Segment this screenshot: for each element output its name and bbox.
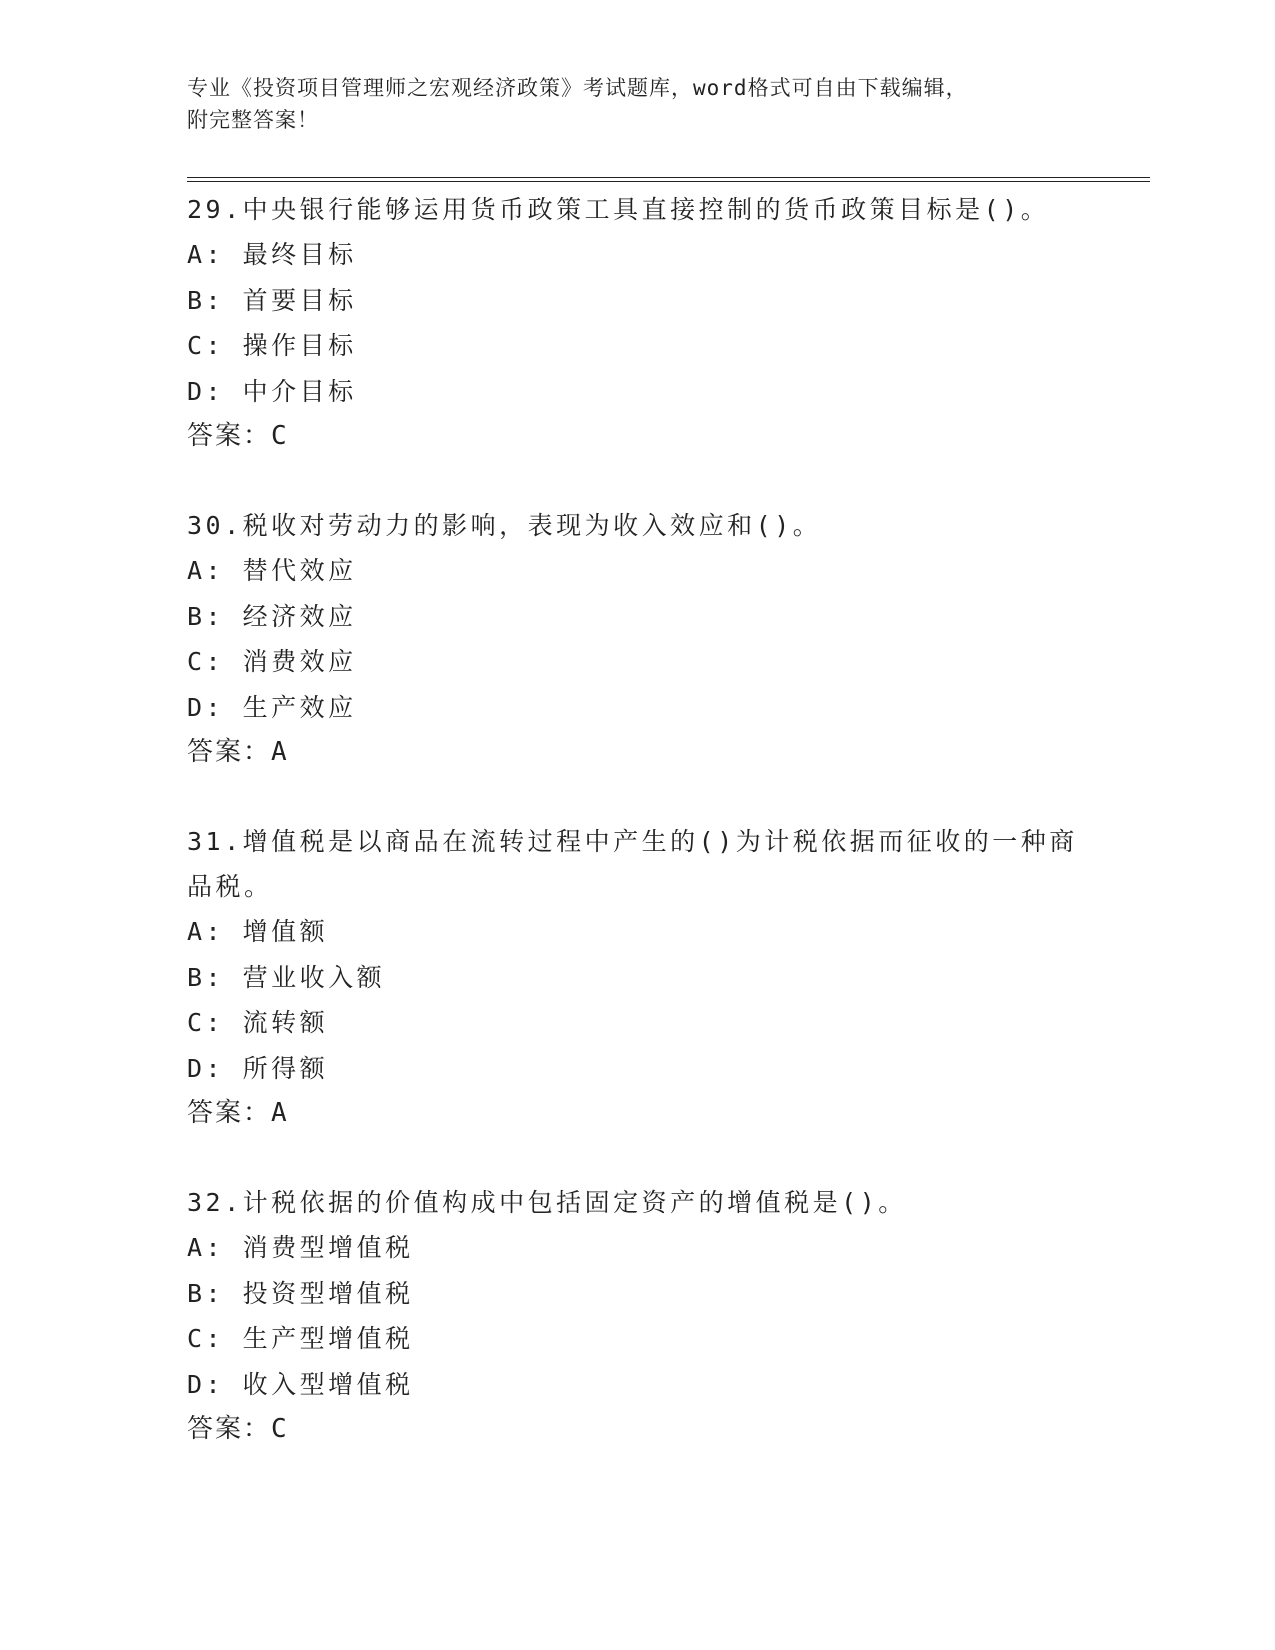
question-stem: 30.税收对劳动力的影响，表现为收入效应和()。 (187, 511, 822, 540)
question-29 (187, 187, 1087, 459)
answer-line (187, 414, 1087, 459)
option-d: D: 生产效应 (187, 692, 357, 722)
document-header (187, 72, 1067, 136)
question-32 (187, 1180, 1087, 1452)
question-list (187, 187, 1087, 1496)
option-a: A: 增值额 (187, 917, 329, 946)
option-a: A: 最终目标 (187, 240, 357, 269)
option-b: B: 首要目标 (187, 285, 357, 315)
option-c: C: 生产型增值税 (187, 1324, 414, 1353)
option-d: D: 中介目标 (187, 376, 357, 406)
question-stem: 29.中央银行能够运用货币政策工具直接控制的货币政策目标是()。 (187, 195, 1050, 224)
answer-value: C (271, 1414, 289, 1444)
header-divider-top (187, 177, 1150, 178)
option-b: B: 投资型增值税 (187, 1278, 414, 1308)
question-30 (187, 503, 1087, 775)
answer-value: A (271, 1098, 289, 1128)
option-b: B: 营业收入额 (187, 962, 386, 992)
option-d: D: 收入型增值税 (187, 1369, 414, 1399)
question-stem: 31.增值税是以商品在流转过程中产生的()为计税依据而征收的一种商品税。 (187, 827, 1078, 901)
answer-label: 答案： (187, 737, 272, 767)
option-b: B: 经济效应 (187, 601, 357, 631)
option-a: A: 替代效应 (187, 556, 357, 585)
answer-line (187, 1407, 1087, 1452)
question-31 (187, 819, 1087, 1136)
answer-label: 答案： (187, 421, 272, 451)
answer-value: C (271, 421, 289, 451)
option-c: C: 消费效应 (187, 647, 357, 676)
answer-line (187, 1091, 1087, 1136)
option-d: D: 所得额 (187, 1053, 329, 1083)
answer-label: 答案： (187, 1098, 272, 1128)
question-stem: 32.计税依据的价值构成中包括固定资产的增值税是()。 (187, 1188, 907, 1217)
header-divider-bottom (187, 181, 1150, 182)
option-a: A: 消费型增值税 (187, 1233, 414, 1262)
header-line-2: 附完整答案！ (187, 108, 319, 132)
answer-line (187, 730, 1087, 775)
option-c: C: 流转额 (187, 1008, 329, 1037)
answer-value: A (271, 737, 289, 767)
header-line-1: 专业《投资项目管理师之宏观经济政策》考试题库，word格式可自由下载编辑， (187, 76, 968, 100)
answer-label: 答案： (187, 1414, 272, 1444)
option-c: C: 操作目标 (187, 331, 357, 360)
